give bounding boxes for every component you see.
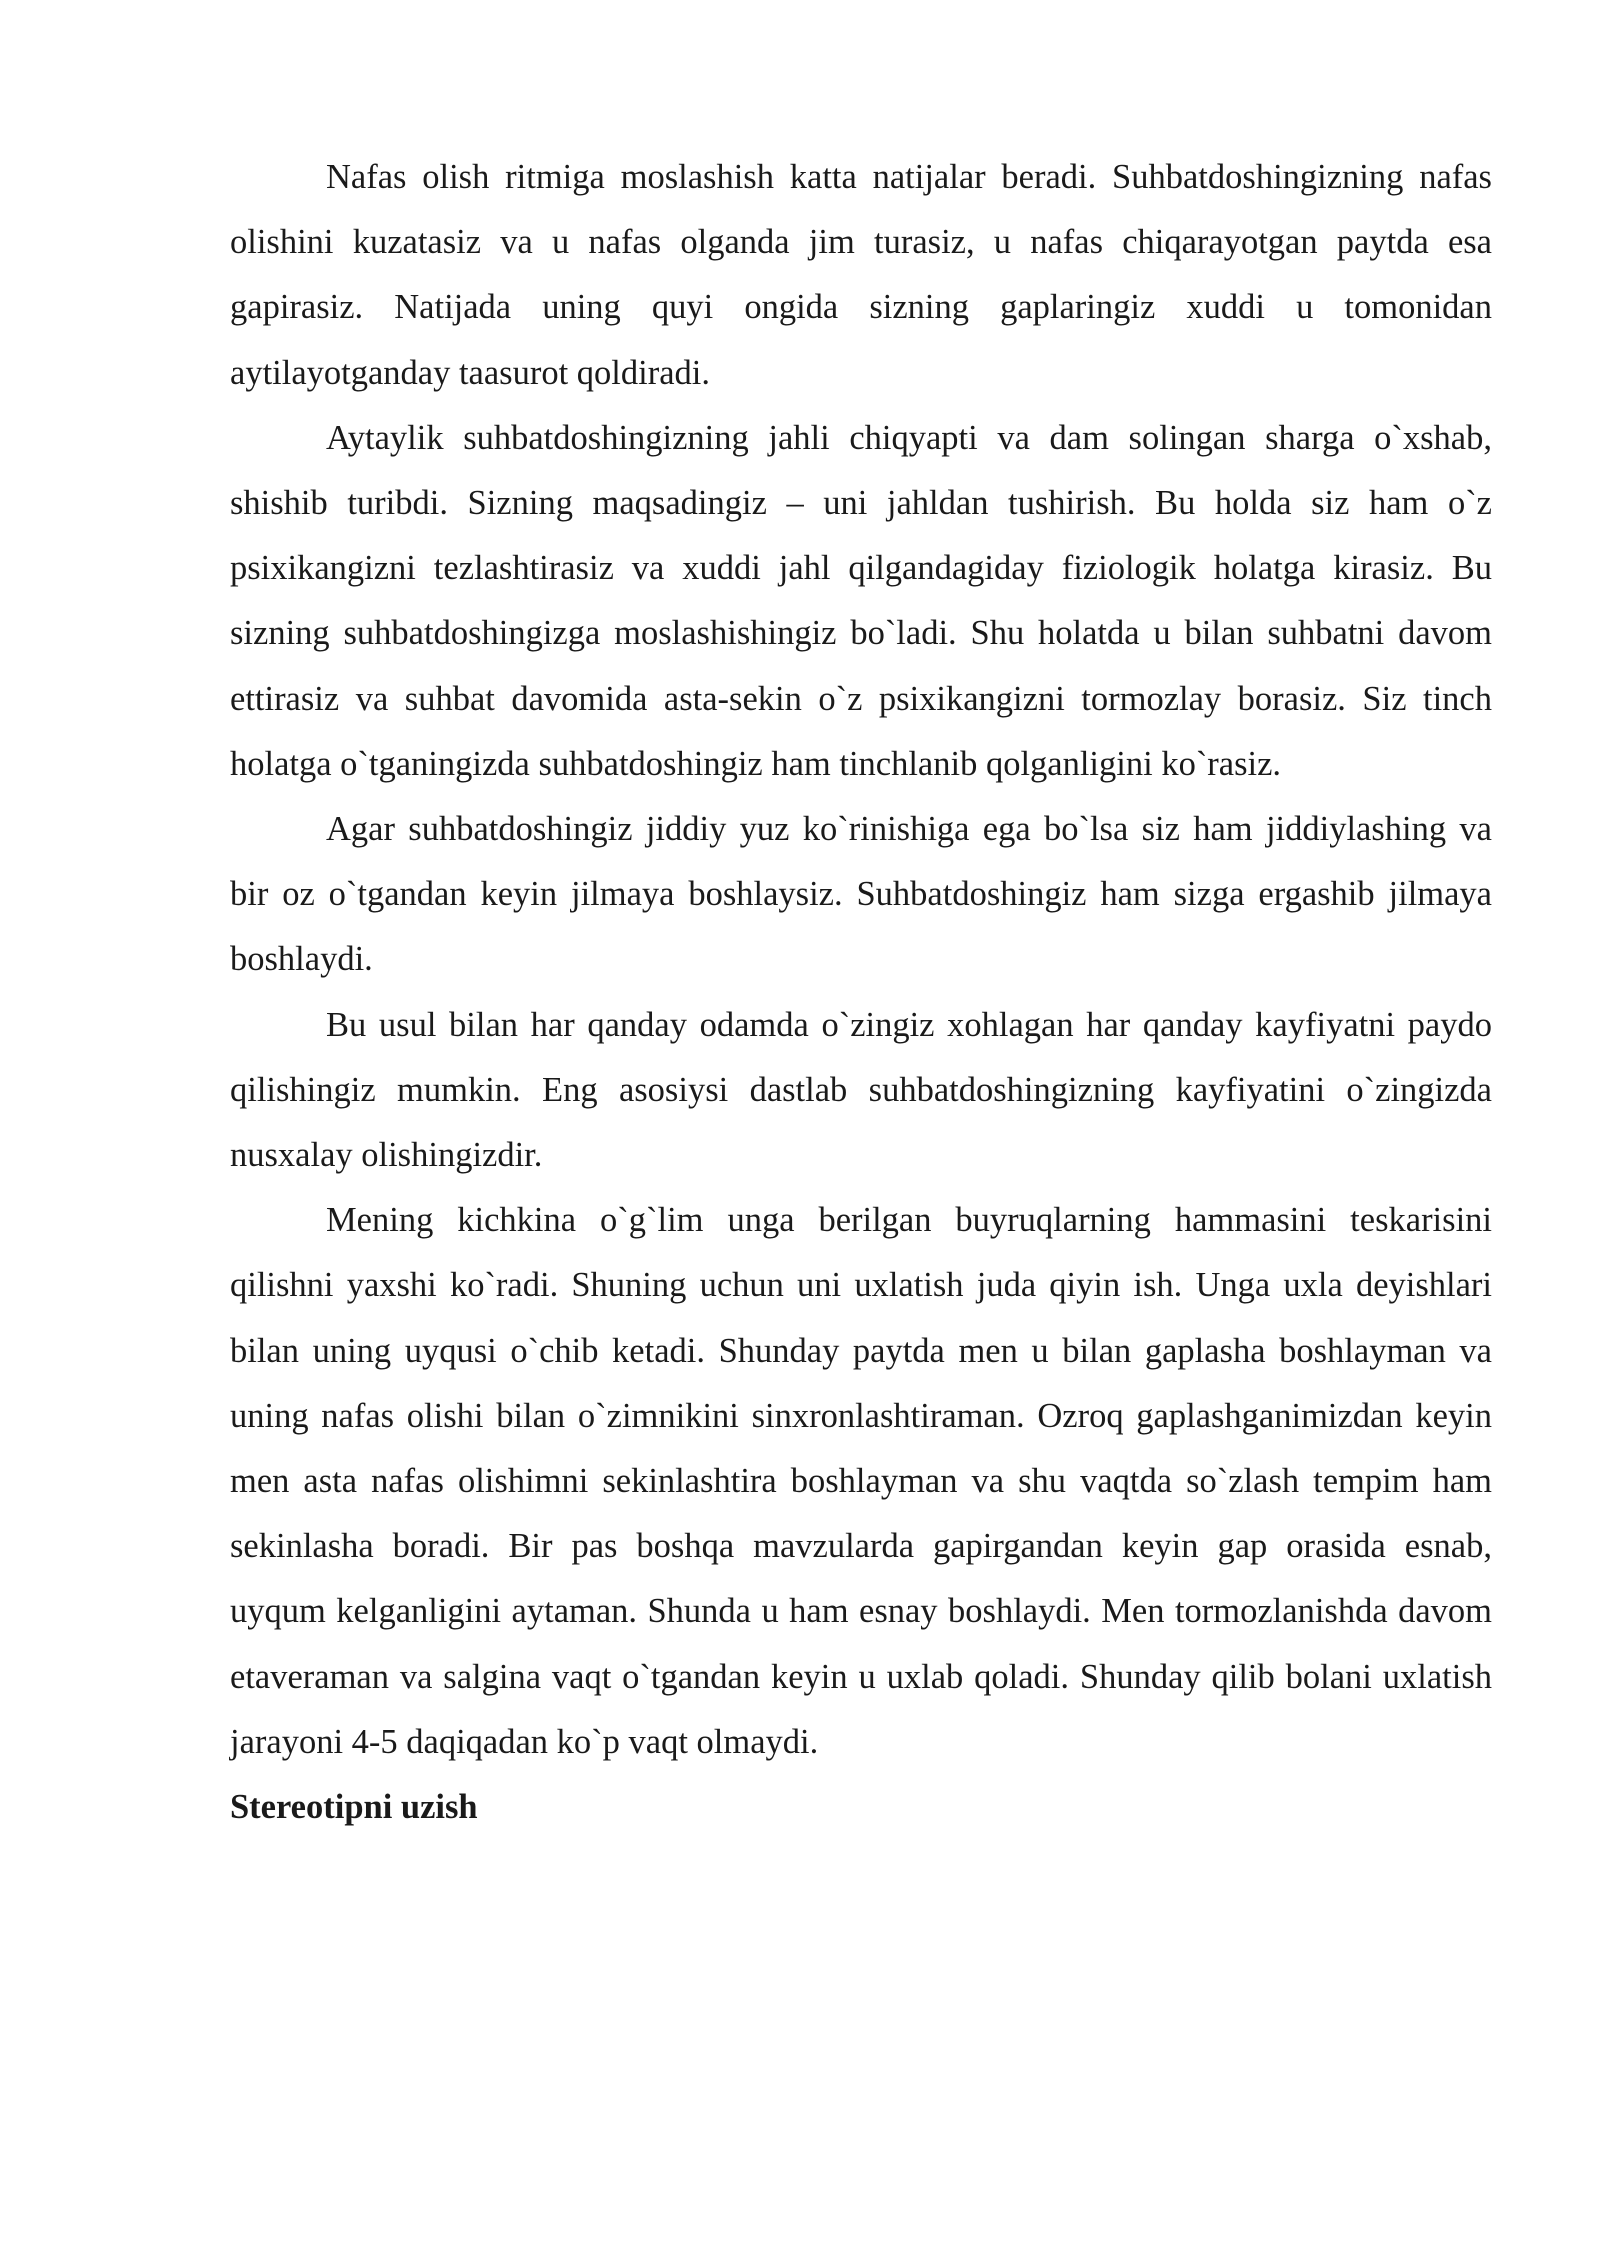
paragraph-serious-face: Agar suhbatdoshingiz jiddiy yuz ko`rinishiga ega bo`lsa siz ham jiddiylashing va bir oz o`tgandan keyin jilmaya boshlaysiz. Suhbatdoshingiz ham sizga ergashib jilmaya boshlaydi.: [230, 810, 1492, 979]
section-heading: Stereotipni uzish: [230, 1788, 478, 1827]
document-body: [230, 145, 1492, 1840]
paragraph-breathing-rhythm: Nafas olish ritmiga moslashish katta natijalar beradi. Suhbatdoshingizning nafas olishini kuzatasiz va u nafas olganda jim turasiz, u nafas chiqarayotgan paytda esa gapirasiz. Natijada uning quyi ongida sizning gaplaringiz xuddi u tomonidan aytilayotganday taasurot qoldiradi.: [230, 158, 1492, 392]
paragraph-angry-interlocutor: Aytaylik suhbatdoshingizning jahli chiqyapti va dam solingan sharga o`xshab, shishib turibdi. Sizning maqsadingiz – uni jahldan tushirish. Bu holda siz ham o`z psixikangizni tezlashtirasiz va xuddi jahl qilgandagiday fiziologik holatga kirasiz. Bu sizning suhbatdoshingizga moslashishingiz bo`ladi. Shu holatda u bilan suhbatni davom ettirasiz va suhbat davomida asta-sekin o`z psixikangizni tormozlay borasiz. Siz tinch holatga o`tganingizda suhbatdoshingiz ham tinchlanib qolganligini ko`rasiz.: [230, 418, 1492, 783]
paragraph-son-example: Mening kichkina o`g`lim unga berilgan buyruqlarning hammasini teskarisini qilishni yaxshi ko`radi. Shuning uchun uni uxlatish juda qiyin ish. Unga uxla deyishlari bilan uning uyqusi o`chib ketadi. Shunday paytda men u bilan gaplasha boshlayman va uning nafas olishi bilan o`zimnikini sinxronlashtiraman. Ozroq gaplashganimizdan keyin men asta nafas olishimni sekinlashtira boshlayman va shu vaqtda so`zlash tempim ham sekinlasha boradi. Bir pas boshqa mavzularda gapirgandan keyin gap orasida esnab, uyqum kelganligini aytaman. Shunda u ham esnay boshlaydi. Men tormozlanishda davom etaveraman va salgina vaqt o`tgandan keyin u uxlab qoladi. Shunday qilib bolani uxlatish jarayoni 4-5 daqiqadan ko`p vaqt olmaydi.: [230, 1201, 1492, 1761]
paragraph-mood-method: Bu usul bilan har qanday odamda o`zingiz xohlagan har qanday kayfiyatni paydo qilishingiz mumkin. Eng asosiysi dastlab suhbatdoshingizning kayfiyatini o`zingizda nusxalay olishingizdir.: [230, 1005, 1492, 1175]
